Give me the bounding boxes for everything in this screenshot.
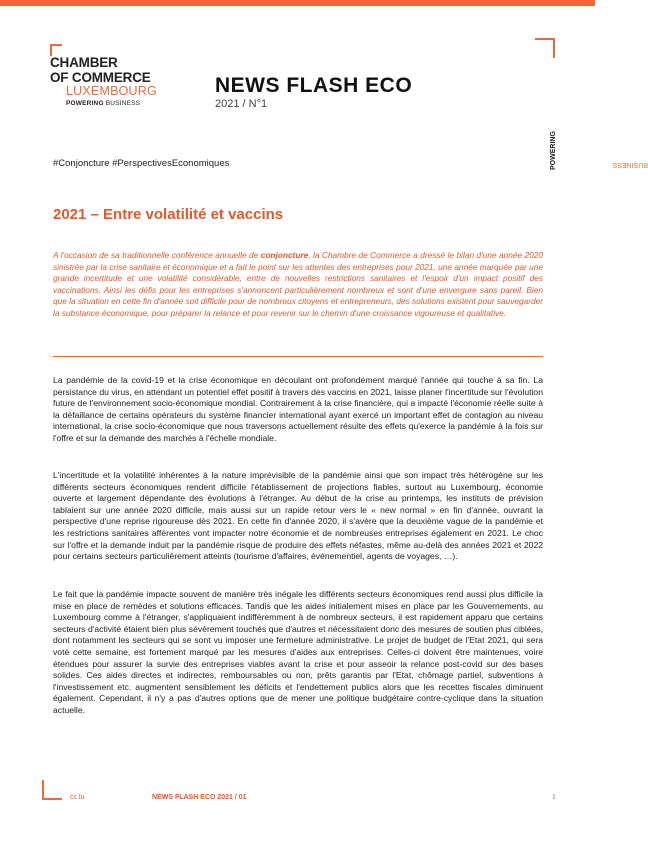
newsletter-title: NEWS FLASH ECO	[215, 74, 413, 97]
side-label-bold: POWERING	[550, 131, 557, 170]
top-accent-bar	[0, 0, 595, 6]
article-intro	[53, 250, 543, 320]
logo-tagline-rest: BUSINESS	[103, 100, 141, 107]
chamber-logo	[50, 44, 175, 110]
logo-tagline-bold: POWERING	[66, 100, 104, 107]
article-title: 2021 – Entre volatilité et vaccins	[53, 206, 284, 223]
logo-line-of-commerce: OF COMMERCE	[50, 70, 151, 85]
footer-website-link[interactable]: cc.lu	[70, 794, 85, 801]
side-vertical-label	[548, 72, 648, 172]
side-vertical-text	[550, 131, 648, 170]
hashtags: #Conjoncture #PerspectivesEconomiques	[53, 158, 230, 169]
intro-text-rest: , la Chambre de Commerce a dressé le bilan d'une année 2020 sinistrée par la crise sanitaire et économique et a fait le point sur les attentes des entreprises pour 2021, une année marquée par une grande incertitude et une volatilité considérable, entre de nouvelles restrictions sanitaires et l'espoir d'un impact positif des vaccinations. Ainsi les défis pour les entreprises s'annoncent particulièrement nombreux et sont d'une envergure sans pareil. Bien que la situation en cette fin d'année soit difficile pour de nombreux citoyens et entrepreneurs, des solutions existent pour sauvegarder la substance économique, pour préparer la relance et pour revenir sur le chemin d'une croissance vigoureuse et qualitative.	[53, 250, 544, 318]
footer-publication-name: NEWS FLASH ECO 2021 / 01	[152, 794, 247, 801]
body-paragraph-1: La pandémie de la covid-19 et la crise économique en découlant ont profondément marqué l'année qui touche à sa fin. La persistance du virus, en attendant un potentiel effet positif à travers des vaccins en 2021, laisse planer l'incertitude sur l'évolution future de l'environnement socio-économique mondial. Contrairement à la crise financière, qui a impacté l'économie réelle suite à la défaillance de certains opérateurs du système financier international ayant exercé un important effet de contagion au niveau international, la crise socio-économique que nous traversons actuellement résulte des effets qu'exerce la pandémie à la fois sur l'offre et sur la demande des marchés à l'échelle mondiale.	[53, 375, 543, 443]
top-right-corner-mark	[535, 38, 555, 58]
intro-keyword: conjoncture	[260, 250, 309, 260]
intro-text-start: A l'occasion de sa traditionnelle conférence annuelle de	[53, 250, 261, 260]
side-label-rest: BUSINESS	[612, 161, 648, 168]
logo-line-chamber: CHAMBER	[50, 55, 118, 70]
intro-divider	[53, 356, 543, 357]
issue-number: 2021 / N°1	[215, 98, 268, 110]
footer-page-number: 1	[552, 794, 556, 801]
body-paragraph-3: Le fait que la pandémie impacte souvent de manière très inégale les différents secteurs économiques rend aussi plus difficile la mise en place de remèdes et solutions efficaces. Tandis que les aides initialement mises en place par les Gouvernements, au Luxembourg comme à l'étranger, s'appliquaient indifféremment à de nombreux secteurs, il est rapidement apparu que certains secteurs d'activité étaient bien plus sévèrement touchés que d'autres et nécessitaient donc des mesures de soutien plus ciblées, dont notamment les secteurs qui se sont vu imposer une fermeture administrative. Le projet de budget de l'Etat 2021, qui sera voté cette semaine, est fortement marqué par les mesures d'aides aux entreprises. Celles-ci doivent être maintenues, voire étendues pour assurer la survie des entreprises viables avant la crise et pour asseoir la relance post-covid sur des bases solides. Ces aides directes et indirectes, remboursables ou non, prêts garantis par l'Etat, chômage partiel, subventions à l'investissement etc. augmentent sensiblement les déficits et l'endettement publics alors que les recettes fiscales diminuent également. Cependant, il n'y a pas d'autres options que de mener une politique budgétaire contre-cyclique dans la situation actuelle.	[53, 589, 543, 715]
body-paragraph-2: L'incertitude et la volatilité inhérentes à la nature imprévisible de la pandémie ainsi que son impact très hétérogène sur les différents secteurs économiques rendent difficile l'établissement de projections fiables, surtout au Luxembourg, économie ouverte et largement dépendante des évolutions à l'étranger. Au début de la crise au printemps, les instituts de prévision tablaient sur une année 2020 difficile, mais aussi sur un rapide retour vers le « new normal » en fin d'année, ouvrant la perspective d'une reprise rigoureuse dès 2021. En cette fin d'année 2020, il s'avère que la deuxième vague de la pandémie et les restrictions sanitaires afférentes vont impacter notre économie et de nombreuses entreprises également en 2021. Le choc sur l'offre et la demande induit par la pandémie risque de produire des effets néfastes, même au-delà des années 2021 et 2022 pour certains secteurs particulièrement atteints (tourisme d'affaires, événementiel, agents de voyages, …).	[53, 470, 543, 562]
bottom-left-corner-mark	[42, 780, 62, 800]
logo-tagline	[66, 100, 140, 107]
logo-line-luxembourg: LUXEMBOURG	[66, 84, 157, 98]
